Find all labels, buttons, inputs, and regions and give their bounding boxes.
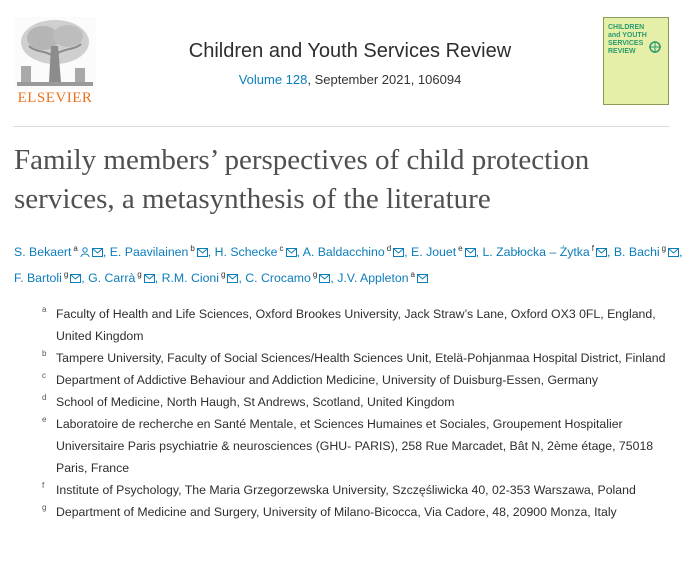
article-title-line-1: Family members’ perspectives of child protection xyxy=(14,144,590,176)
affiliation-marker: a xyxy=(73,244,78,253)
email-icon[interactable] xyxy=(393,242,404,264)
affiliation-text: Tampere University, Faculty of Social Sciences/Health Sciences Unit, Etelä-Pohjanmaa Hospital District, Finland xyxy=(56,351,666,365)
affiliation-marker: c xyxy=(279,244,284,253)
affiliation-label: a xyxy=(42,305,47,314)
author-name: J.V. Appleton xyxy=(337,270,409,285)
author-link[interactable] xyxy=(88,271,155,285)
journal-title-link[interactable]: Children and Youth Services Review xyxy=(188,40,512,62)
author-link[interactable] xyxy=(614,245,679,259)
affiliation-marker: g xyxy=(661,244,667,253)
email-icon[interactable] xyxy=(227,268,238,290)
journal-info xyxy=(130,40,570,87)
author-link[interactable] xyxy=(162,271,239,285)
author-name: E. Jouet xyxy=(411,245,457,260)
email-icon[interactable] xyxy=(465,242,476,264)
affiliation-text: Institute of Psychology, The Maria Grzegorzewska University, Szczęśliwicka 40, 02-353 Warszawa, Poland xyxy=(56,483,636,497)
affiliation-label: c xyxy=(42,371,46,380)
affiliation-marker: a xyxy=(410,269,415,279)
affiliation-text: Department of Addictive Behaviour and Addiction Medicine, University of Duisburg-Essen, Germany xyxy=(56,373,599,387)
author-name: A. Baldacchino xyxy=(302,245,385,260)
author-name: E. Paavilainen xyxy=(109,245,189,260)
article-title-line-2: services, a metasynthesis of the literature xyxy=(14,183,491,215)
affiliation-marker: g xyxy=(221,269,226,279)
author-link[interactable] xyxy=(411,245,476,259)
article-title xyxy=(14,141,684,219)
affiliation-item xyxy=(14,413,684,479)
journal-cover-thumbnail[interactable] xyxy=(603,17,669,105)
author-link[interactable] xyxy=(482,245,607,259)
affiliation-list xyxy=(14,303,684,523)
affiliation-marker: d xyxy=(386,244,392,253)
affiliation-item xyxy=(14,369,684,391)
email-icon[interactable] xyxy=(144,268,155,290)
author-name: H. Schecke xyxy=(214,245,278,260)
author-name: B. Bachi xyxy=(613,245,660,260)
author-name: G. Carrà xyxy=(88,270,136,285)
author-link[interactable] xyxy=(110,245,208,259)
affiliation-item xyxy=(14,347,684,369)
email-icon[interactable] xyxy=(286,242,297,264)
affiliation-marker: g xyxy=(63,269,69,279)
affiliation-item xyxy=(14,303,684,347)
publisher-name: ELSEVIER xyxy=(17,90,93,106)
author-list: S. Bekaert $^a$ , E. Paavilainen $^b$ , H. Schecke $^c$ , A. Baldacchino $^d$ , E. Jouet $^e$ , L. Zabłocka – Żytka $^f$ , B. Bachi $^g$ , F. Bartoli $^g$ , G. Carrà $^g$ , R.M. Cioni $^g$ , C. Crocamo $^g$ , J.V. Appleton $^a$ xyxy=(14,238,684,290)
affiliation-marker: f xyxy=(591,244,594,253)
issue-details: , September 2021, 106094 xyxy=(307,72,462,87)
tree-icon xyxy=(13,16,97,90)
email-icon[interactable] xyxy=(596,242,607,264)
author-link[interactable] xyxy=(245,271,330,285)
article-header xyxy=(0,0,696,126)
affiliation-marker: g xyxy=(137,269,142,279)
affiliation-label: b xyxy=(42,349,47,358)
affiliation-label: d xyxy=(42,393,47,402)
affiliation-label: f xyxy=(42,481,45,490)
email-icon[interactable] xyxy=(417,268,428,290)
author-link[interactable] xyxy=(14,245,103,259)
author-name: F. Bartoli xyxy=(14,270,62,285)
affiliation-label: g xyxy=(42,503,47,512)
author-name: L. Zabłocka – Żytka xyxy=(482,245,590,260)
email-icon[interactable] xyxy=(70,268,81,290)
volume-link[interactable]: Volume 128 xyxy=(238,72,308,87)
affiliation-text: Department of Medicine and Surgery, University of Milano-Bicocca, Via Cadore, 48, 20900 Monza, Italy xyxy=(56,505,617,519)
cover-emblem-icon xyxy=(648,40,662,54)
author-link[interactable] xyxy=(14,271,81,285)
author-link[interactable] xyxy=(215,245,297,259)
author-link[interactable] xyxy=(303,245,405,259)
affiliation-item xyxy=(14,501,684,523)
affiliation-text: School of Medicine, North Haugh, St Andrews, Scotland, United Kingdom xyxy=(56,395,455,409)
author-name: S. Bekaert xyxy=(14,245,72,260)
affiliation-item xyxy=(14,391,684,413)
author-name: R.M. Cioni xyxy=(161,270,219,285)
affiliation-item xyxy=(14,479,684,501)
email-icon[interactable] xyxy=(668,242,679,264)
affiliation-marker: e xyxy=(458,244,463,253)
affiliation-marker: g xyxy=(312,269,318,279)
author-link[interactable] xyxy=(337,271,428,285)
email-icon[interactable] xyxy=(319,268,330,290)
author-name: C. Crocamo xyxy=(245,270,311,285)
corresponding-author-icon xyxy=(80,242,90,264)
elsevier-logo[interactable] xyxy=(13,16,97,108)
affiliation-text: Faculty of Health and Life Sciences, Oxford Brookes University, Jack Straw’s Lane, Oxford OX3 0FL, England, United Kingdom xyxy=(56,307,656,343)
affiliation-text: Laboratoire de recherche en Santé Mentale, et Sciences Humaines et Sociales, Groupement Hospitalier Universitaire Paris psychiatrie & neurosciences (GHU- PARIS), 258 Rue Marcadet, Bât N, 2ème étage, 75018 Paris, France xyxy=(56,417,654,475)
issue-info xyxy=(130,72,570,87)
email-icon[interactable] xyxy=(197,242,208,264)
affiliation-marker: b xyxy=(190,244,195,253)
header-divider xyxy=(13,126,670,127)
email-icon[interactable] xyxy=(92,242,103,264)
cover-title: CHILDREN and YOUTH SERVICES REVIEW xyxy=(608,24,647,55)
affiliation-label: e xyxy=(42,415,47,424)
